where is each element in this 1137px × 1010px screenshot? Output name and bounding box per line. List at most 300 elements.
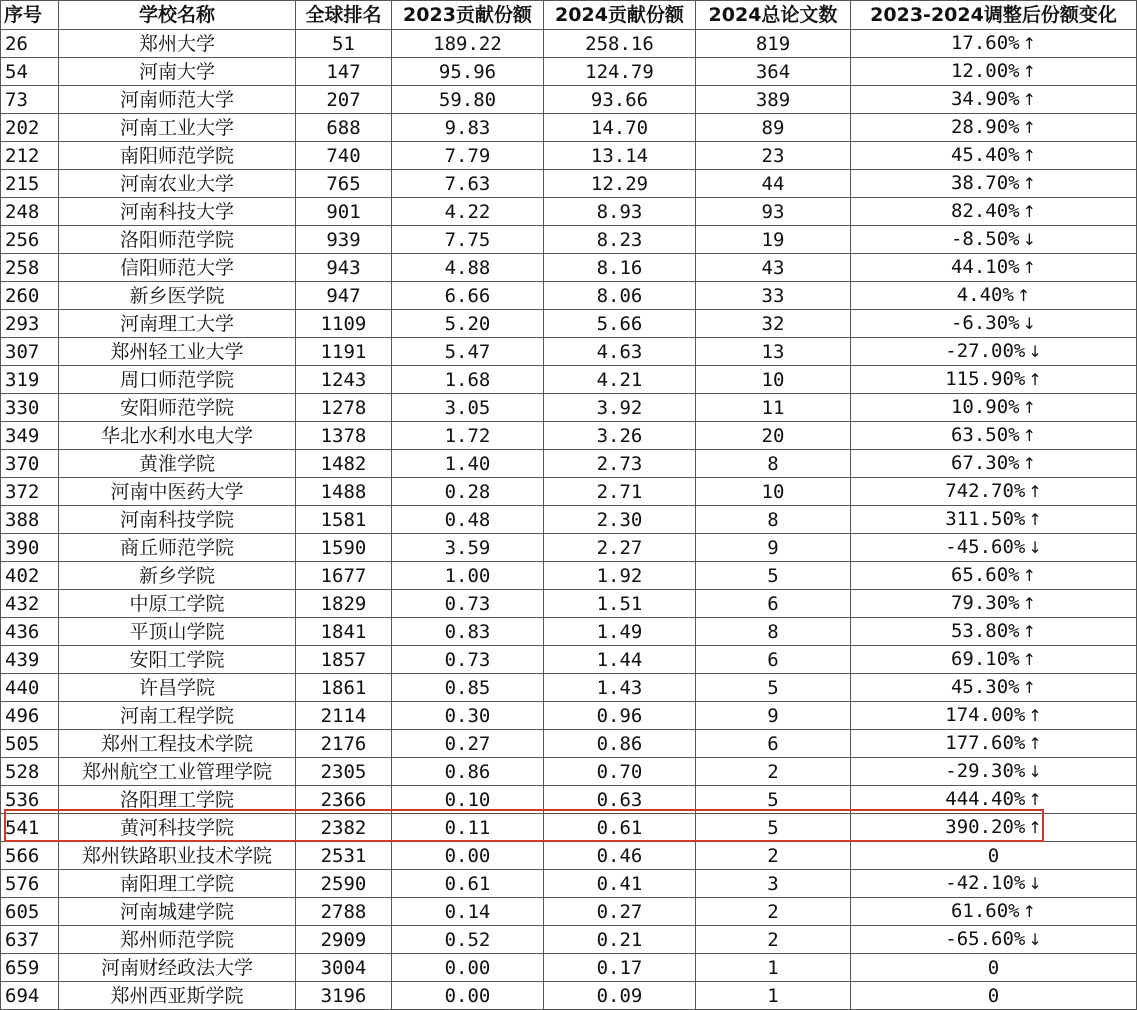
cell-seq [1,758,59,786]
cell-school-name-text: 周口师范学院 [119,368,234,391]
cell-school-name-text: 南阳师范学院 [119,144,234,167]
cell-school-name-text: 华北水利水电大学 [100,424,253,447]
cell-2024-contribution-text: 93.66 [590,88,649,111]
cell-2024-contribution-text: 3.26 [596,424,643,447]
cell-2024-papers [696,198,851,226]
cell-2023-contribution-text: 0.61 [444,872,491,895]
cell-2023-contribution [392,142,544,170]
cell-global-rank [296,142,392,170]
cell-seq-text: 576 [5,872,40,895]
cell-seq [1,422,59,450]
cell-2023-contribution-text: 1.00 [444,564,491,587]
cell-global-rank [296,198,392,226]
cell-school-name-text: 中原工学院 [129,592,225,615]
cell-share-change-text: 174.00% [945,704,1026,726]
cell-2024-contribution [544,282,696,310]
cell-2024-contribution-text: 258.16 [585,32,654,55]
cell-seq [1,86,59,114]
cell-share-change-text: 4.40% [956,284,1014,306]
cell-2024-papers [696,926,851,954]
cell-share-change [851,646,1137,674]
cell-global-rank-text: 1488 [320,480,367,503]
arrow-up-icon: ↑ [1022,454,1037,473]
cell-global-rank-text: 2382 [320,816,367,839]
cell-2024-papers [696,646,851,674]
cell-global-rank-text: 1590 [320,536,367,559]
cell-school-name-text: 新乡学院 [138,564,215,587]
cell-2024-contribution-text: 0.70 [596,760,643,783]
cell-school-name-text: 河南科技大学 [119,200,234,223]
cell-global-rank [296,618,392,646]
cell-share-change-text: 28.90% [950,116,1020,138]
cell-2024-papers [696,954,851,982]
cell-2023-contribution [392,814,544,842]
cell-share-change-text: 12.00% [950,60,1020,82]
cell-school-name-text: 郑州大学 [138,32,215,55]
cell-school-name [59,954,296,982]
cell-2023-contribution [392,702,544,730]
cell-2024-papers [696,702,851,730]
cell-2024-contribution-text: 2.71 [596,480,643,503]
cell-2024-papers-text: 2 [767,900,779,923]
arrow-up-icon: ↑ [1022,118,1037,137]
arrow-down-icon: ↓ [1022,314,1037,333]
cell-seq-text: 260 [5,284,40,307]
cell-2024-papers-text: 8 [767,452,779,475]
cell-global-rank-text: 2788 [320,900,367,923]
cell-2023-contribution [392,870,544,898]
cell-2024-papers-text: 3 [767,872,779,895]
cell-global-rank [296,86,392,114]
cell-share-change [851,618,1137,646]
cell-2024-papers [696,506,851,534]
cell-seq-text: 536 [5,788,40,811]
cell-2024-papers [696,338,851,366]
cell-global-rank-text: 939 [326,228,361,251]
cell-2024-contribution-text: 8.23 [596,228,643,251]
cell-seq-text: 73 [5,88,28,111]
cell-global-rank-text: 147 [326,60,361,83]
cell-global-rank [296,702,392,730]
cell-2023-contribution [392,478,544,506]
cell-share-change-text: 0 [987,984,1000,1007]
cell-share-change-text: 45.40% [950,144,1020,166]
cell-2024-contribution [544,926,696,954]
cell-global-rank [296,422,392,450]
cell-2024-papers [696,114,851,142]
cell-share-change-text: 17.60% [950,32,1020,54]
cell-school-name [59,198,296,226]
cell-2024-contribution-text: 12.29 [590,172,649,195]
cell-seq [1,114,59,142]
cell-2024-contribution [544,338,696,366]
table-row [1,142,1137,170]
cell-2024-papers [696,562,851,590]
cell-global-rank-text: 2590 [320,872,367,895]
cell-2024-papers-text: 43 [761,256,785,279]
cell-2024-contribution [544,758,696,786]
cell-seq [1,282,59,310]
cell-share-change-text: 311.50% [945,508,1026,530]
cell-global-rank [296,842,392,870]
cell-2024-contribution [544,870,696,898]
cell-global-rank [296,506,392,534]
cell-2024-papers [696,170,851,198]
cell-2024-papers-text: 819 [755,32,791,55]
table-row [1,170,1137,198]
cell-share-change [851,478,1137,506]
cell-global-rank [296,926,392,954]
cell-2024-contribution-text: 1.51 [596,592,643,615]
cell-seq [1,310,59,338]
cell-2023-contribution [392,366,544,394]
cell-seq-text: 349 [5,424,40,447]
cell-share-change-text: 0 [987,956,1000,979]
cell-2023-contribution [392,310,544,338]
cell-seq [1,702,59,730]
cell-2024-papers-text: 9 [767,536,779,559]
cell-2023-contribution-text: 0.83 [444,620,491,643]
cell-2024-contribution [544,618,696,646]
cell-2024-papers [696,590,851,618]
cell-seq-text: 202 [5,116,40,139]
cell-2024-papers [696,30,851,58]
cell-2024-contribution-text: 1.44 [596,648,643,671]
cell-2024-papers [696,618,851,646]
cell-school-name-text: 信阳师范大学 [119,256,234,279]
cell-share-change-text: 45.30% [950,676,1020,698]
cell-share-change [851,142,1137,170]
cell-school-name-text: 河南中医药大学 [110,480,244,503]
cell-seq [1,198,59,226]
cell-seq-text: 496 [5,704,40,727]
cell-2023-contribution [392,618,544,646]
cell-share-change [851,366,1137,394]
cell-2024-contribution [544,954,696,982]
header-2024-papers: 2024总论文数 [696,1,851,30]
cell-2024-contribution [544,898,696,926]
arrow-up-icon: ↑ [1022,650,1037,669]
cell-school-name [59,730,296,758]
cell-2024-contribution-text: 2.73 [596,452,643,475]
header-global-rank: 全球排名 [296,1,392,30]
cell-global-rank-text: 2114 [320,704,367,727]
table-row [1,422,1137,450]
arrow-up-icon: ↑ [1022,174,1037,193]
cell-seq-text: 26 [5,32,28,55]
cell-2023-contribution-text: 0.28 [444,480,491,503]
cell-share-change [851,198,1137,226]
cell-school-name [59,786,296,814]
cell-global-rank [296,590,392,618]
cell-school-name [59,282,296,310]
arrow-up-icon: ↑ [1022,258,1037,277]
cell-share-change [851,422,1137,450]
cell-global-rank [296,394,392,422]
cell-2024-papers-text: 5 [767,564,779,587]
header-2023-contribution: 2023贡献份额 [392,1,544,30]
arrow-down-icon: ↓ [1028,342,1042,361]
cell-2024-contribution-text: 0.21 [596,928,643,951]
arrow-down-icon: ↓ [1028,930,1042,949]
cell-2023-contribution-text: 6.66 [444,284,491,307]
header-school-name: 学校名称 [59,1,296,30]
cell-2023-contribution-text: 0.27 [444,732,491,755]
arrow-up-icon: ↑ [1022,902,1037,921]
cell-share-change [851,870,1137,898]
cell-share-change [851,954,1137,982]
cell-2024-papers [696,898,851,926]
cell-seq [1,366,59,394]
cell-2024-papers-text: 20 [761,424,785,447]
cell-2023-contribution-text: 0.10 [444,788,491,811]
cell-seq [1,870,59,898]
cell-school-name [59,618,296,646]
cell-2023-contribution-text: 1.40 [444,452,491,475]
cell-global-rank [296,898,392,926]
cell-seq-text: 293 [5,312,40,335]
cell-2024-papers-text: 5 [767,788,779,811]
table-row [1,366,1137,394]
cell-2023-contribution [392,954,544,982]
cell-2023-contribution-text: 3.05 [444,396,491,419]
cell-school-name [59,758,296,786]
cell-school-name [59,870,296,898]
cell-share-change [851,758,1137,786]
cell-2023-contribution [392,450,544,478]
cell-school-name [59,254,296,282]
cell-global-rank [296,366,392,394]
table-row [1,814,1137,842]
cell-2024-papers [696,310,851,338]
cell-global-rank [296,534,392,562]
cell-2023-contribution [392,674,544,702]
cell-school-name-text: 洛阳师范学院 [119,228,234,251]
cell-school-name-text: 许昌学院 [138,676,215,699]
cell-share-change [851,338,1137,366]
arrow-up-icon: ↑ [1022,90,1037,109]
arrow-up-icon: ↑ [1028,734,1042,753]
cell-2023-contribution-text: 1.72 [444,424,491,447]
cell-2024-papers [696,366,851,394]
cell-seq-text: 694 [5,984,40,1007]
cell-2023-contribution-text: 0.52 [444,928,491,951]
cell-global-rank [296,226,392,254]
cell-school-name [59,506,296,534]
table-row [1,394,1137,422]
cell-2023-contribution-text: 0.48 [444,508,491,531]
cell-global-rank-text: 1482 [320,452,367,475]
table-row [1,198,1137,226]
cell-2023-contribution-text: 59.80 [438,88,497,111]
cell-2024-contribution-text: 5.66 [596,312,643,335]
cell-global-rank [296,282,392,310]
cell-share-change-text: -8.50% [950,228,1020,250]
cell-2024-contribution-text: 8.06 [596,284,643,307]
cell-global-rank [296,478,392,506]
table-body [1,30,1137,1010]
arrow-up-icon: ↑ [1022,34,1037,53]
cell-2024-papers-text: 89 [761,116,785,139]
cell-seq-text: 330 [5,396,40,419]
table-row [1,282,1137,310]
cell-global-rank-text: 51 [332,32,355,55]
cell-2024-contribution [544,58,696,86]
table-row [1,954,1137,982]
cell-2024-contribution-text: 8.93 [596,200,643,223]
table-row [1,506,1137,534]
cell-2024-contribution-text: 0.96 [596,704,643,727]
cell-seq-text: 258 [5,256,40,279]
cell-2023-contribution-text: 0.11 [444,816,491,839]
arrow-down-icon: ↓ [1028,538,1042,557]
cell-school-name-text: 河南工程学院 [119,704,234,727]
table-header-row [1,1,1137,30]
cell-school-name [59,338,296,366]
cell-share-change-text: 67.30% [950,452,1020,474]
cell-seq [1,618,59,646]
cell-school-name [59,170,296,198]
cell-2023-contribution-text: 0.14 [444,900,491,923]
cell-seq [1,562,59,590]
cell-2023-contribution [392,282,544,310]
cell-share-change [851,30,1137,58]
cell-2024-papers-text: 1 [767,956,779,979]
cell-share-change-text: 69.10% [950,648,1020,670]
cell-seq-text: 605 [5,900,40,923]
cell-global-rank-text: 1829 [320,592,367,615]
cell-share-change [851,562,1137,590]
cell-seq [1,226,59,254]
cell-2024-papers [696,254,851,282]
cell-school-name-text: 安阳师范学院 [119,396,234,419]
arrow-down-icon: ↓ [1022,230,1037,249]
cell-seq [1,786,59,814]
cell-2024-contribution-text: 4.21 [596,368,643,391]
cell-school-name [59,646,296,674]
cell-share-change-text: 115.90% [945,368,1026,390]
cell-2024-contribution [544,982,696,1010]
cell-global-rank [296,758,392,786]
arrow-up-icon: ↑ [1022,622,1037,641]
cell-share-change-text: 53.80% [950,620,1020,642]
cell-global-rank-text: 1278 [320,396,367,419]
cell-global-rank [296,30,392,58]
cell-global-rank [296,450,392,478]
cell-2024-papers-text: 10 [761,368,785,391]
table-row [1,478,1137,506]
cell-school-name [59,366,296,394]
cell-seq [1,982,59,1010]
cell-2024-papers-text: 44 [761,172,785,195]
header-2024-contribution: 2024贡献份额 [544,1,696,30]
cell-2024-contribution [544,86,696,114]
cell-seq-text: 390 [5,536,40,559]
table-row [1,338,1137,366]
cell-2024-papers-text: 13 [761,340,785,363]
cell-2024-papers-text: 9 [767,704,779,727]
cell-2024-papers-text: 33 [761,284,785,307]
cell-2024-papers [696,786,851,814]
cell-school-name [59,702,296,730]
cell-global-rank [296,170,392,198]
cell-2023-contribution-text: 0.00 [444,984,491,1007]
cell-2024-contribution [544,254,696,282]
cell-school-name [59,478,296,506]
cell-2023-contribution-text: 7.75 [444,228,491,251]
cell-2024-papers [696,478,851,506]
cell-2024-contribution-text: 2.30 [596,508,643,531]
cell-school-name [59,394,296,422]
cell-global-rank-text: 1581 [320,508,367,531]
cell-school-name-text: 河南工业大学 [119,116,234,139]
cell-school-name [59,422,296,450]
cell-school-name [59,226,296,254]
table-row [1,982,1137,1010]
cell-share-change [851,506,1137,534]
table-row [1,674,1137,702]
cell-2024-contribution [544,478,696,506]
cell-2023-contribution [392,506,544,534]
cell-share-change-text: 44.10% [950,256,1020,278]
cell-2023-contribution [392,394,544,422]
cell-share-change [851,114,1137,142]
cell-seq-text: 319 [5,368,40,391]
cell-share-change [851,674,1137,702]
cell-2024-papers-text: 8 [767,620,779,643]
cell-2023-contribution-text: 5.20 [444,312,491,335]
cell-2023-contribution-text: 3.59 [444,536,491,559]
arrow-up-icon: ↑ [1022,202,1037,221]
cell-2024-contribution-text: 3.92 [596,396,643,419]
arrow-up-icon: ↑ [1022,398,1037,417]
cell-global-rank-text: 207 [326,88,361,111]
cell-2024-contribution [544,422,696,450]
cell-share-change-text: -45.60% [945,536,1026,558]
cell-2023-contribution [392,786,544,814]
cell-2024-contribution-text: 0.61 [596,816,643,839]
cell-2024-papers [696,674,851,702]
cell-2024-papers-text: 8 [767,508,779,531]
cell-seq [1,506,59,534]
cell-school-name [59,30,296,58]
cell-school-name-text: 河南大学 [138,60,215,83]
cell-school-name [59,58,296,86]
cell-share-change-text: 390.20% [945,816,1026,838]
cell-global-rank-text: 2305 [320,760,367,783]
cell-global-rank-text: 1378 [320,424,367,447]
cell-seq-text: 659 [5,956,40,979]
cell-global-rank [296,674,392,702]
cell-share-change [851,282,1137,310]
arrow-up-icon: ↑ [1022,566,1037,585]
cell-school-name [59,142,296,170]
cell-2023-contribution-text: 0.85 [444,676,491,699]
cell-seq [1,674,59,702]
cell-global-rank-text: 2531 [320,844,367,867]
cell-share-change [851,926,1137,954]
cell-2024-contribution [544,198,696,226]
cell-school-name-text: 洛阳理工学院 [119,788,234,811]
cell-2024-contribution [544,842,696,870]
cell-global-rank-text: 943 [326,256,361,279]
cell-school-name [59,926,296,954]
cell-2024-contribution [544,170,696,198]
table-row [1,702,1137,730]
cell-school-name [59,590,296,618]
cell-global-rank-text: 688 [326,116,361,139]
cell-2024-papers-text: 93 [761,200,785,223]
